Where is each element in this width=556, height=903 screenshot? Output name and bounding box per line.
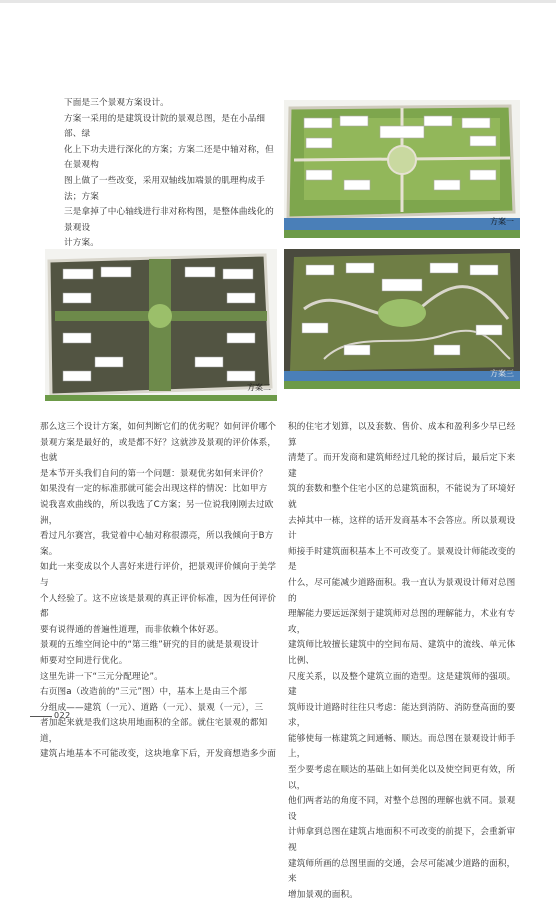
body-line: 去掉其中一栋，这样的话开发商基本不会答应。所以景观设计 xyxy=(288,515,516,542)
body-line: 如果没有一定的标准那就可能会出现这样的情况：比如甲方 xyxy=(40,484,268,495)
body-line: 景观方案是最好的，或是都不好？这就涉及景观的评价体系，也就 xyxy=(40,437,277,464)
body-line: 清楚了。而开发商和建筑师经过几轮的探讨后，最后定下来建 xyxy=(288,453,516,479)
intro-line: 计方案。 xyxy=(64,238,99,249)
body-line: 景观的五维空间论中的“第三维”研究的目的就是景观设计 xyxy=(40,640,260,651)
plan-one-drawing xyxy=(284,100,520,238)
body-line: 要有说得通的普遍性道理，而非依赖个体好恶。 xyxy=(40,624,224,635)
top-border xyxy=(0,0,556,3)
body-line: 如此一来变成以个人喜好来进行评价，把景观评价倾向于美学与 xyxy=(40,562,277,588)
body-line: 者加起来就是我们这块用地面积的全部。就住宅景观的都知道， xyxy=(40,718,268,744)
left-column-text xyxy=(40,420,280,763)
plan-one-caption: 方案一 xyxy=(490,217,514,226)
body-line: 筑的套数和整个住宅小区的总建筑面积，不能说为了环境好就 xyxy=(288,484,516,510)
plan-three-image xyxy=(284,249,520,389)
plan-three-caption: 方案三 xyxy=(490,369,514,378)
intro-line: 化上下功夫进行深化的方案；方案二还是中轴对称，但在景观构 xyxy=(64,144,274,171)
body-line: 右页图a（改造前的“三元”图）中，基本上是由三个部 xyxy=(40,687,247,698)
body-line: 那么这三个设计方案，如何判断它们的优劣呢？如何评价哪个 xyxy=(40,422,277,432)
body-line: 建筑占地基本不可能改变，这块地拿下后，开发商想造多少面 xyxy=(40,749,277,760)
plan-two-image xyxy=(45,249,277,401)
body-line: 说我喜欢曲线的，所以我选了C方案；另一位说我刚刚去过欧洲， xyxy=(40,499,274,526)
right-column-text xyxy=(288,420,524,903)
body-line: 什么，尽可能减少道路面积。我一直认为景观设计师对总图的 xyxy=(288,577,516,604)
plan-three-drawing xyxy=(284,249,520,389)
body-line: 计师拿到总图在建筑占地面积不可改变的前提下，会重新审视 xyxy=(288,827,516,854)
intro-heading: 下面是三个景观方案设计。 xyxy=(64,98,169,108)
body-line: 师接手时建筑面积基本上不可改变了。景观设计师能改变的是 xyxy=(288,546,516,573)
intro-line: 三是拿掉了中心轴线进行非对称构图，是整体曲线化的景观设 xyxy=(64,207,274,233)
footer-rule xyxy=(30,716,52,717)
body-line: 尺度关系，以及整个建筑立面的造型。这是建筑师的强项。建 xyxy=(288,671,516,698)
plan-two-caption: 方案二 xyxy=(247,383,271,392)
intro-line: 图上做了一些改变，采用双轴线加端景的肌理构成手法；方案 xyxy=(64,175,266,202)
body-line: 分组成——建筑（一元）、道路（一元）、景观（一元），三 xyxy=(40,702,264,713)
plan-two-drawing xyxy=(45,249,277,401)
body-line: 建筑师所画的总图里面的交通，会尽可能减少道路的面积，来 xyxy=(288,858,516,885)
page-number: 022 xyxy=(54,711,71,720)
body-line: 增加景观的面积。 xyxy=(288,889,358,900)
body-line: 他们两者站的角度不同，对整个总图的理解也就不同。景观设 xyxy=(288,796,516,822)
body-line: 个人经验了。这不应该是景观的真正评价标准，因为任何评价都 xyxy=(40,593,277,620)
body-line: 是本节开头我们自问的第一个问题：景观优劣如何来评价？ xyxy=(40,468,268,479)
body-line: 积的住宅才划算，以及套数、售价、成本和盈利多少早已经算 xyxy=(288,422,516,448)
body-line: 师要对空间进行优化。 xyxy=(40,655,128,666)
intro-line: 方案一采用的是建筑设计院的景观总图，是在小品细部、绿 xyxy=(64,113,266,140)
body-line: 理解能力要远远深刻于建筑师对总图的理解能力，术业有专攻， xyxy=(288,609,516,635)
intro-text xyxy=(64,96,274,252)
body-line: 这里先讲一下“三元分配理论”。 xyxy=(40,671,163,682)
body-line: 能够使每一栋建筑之间通畅、顺达。而总图在景观设计师手上， xyxy=(288,733,516,760)
body-line: 看过凡尔赛宫，我觉着中心轴对称很漂亮，所以我倾向于B方案。 xyxy=(40,531,274,557)
body-line: 建筑师比较擅长建筑中的空间布局、建筑中的流线、单元体比例、 xyxy=(288,640,516,666)
body-line: 筑师设计道路时往往只考虑：能达到消防、消防登高面的要求， xyxy=(288,702,516,729)
plan-one-image xyxy=(284,100,520,238)
body-line: 至少要考虑在顺达的基础上如何美化以及使空间更有效，所以， xyxy=(288,765,516,791)
